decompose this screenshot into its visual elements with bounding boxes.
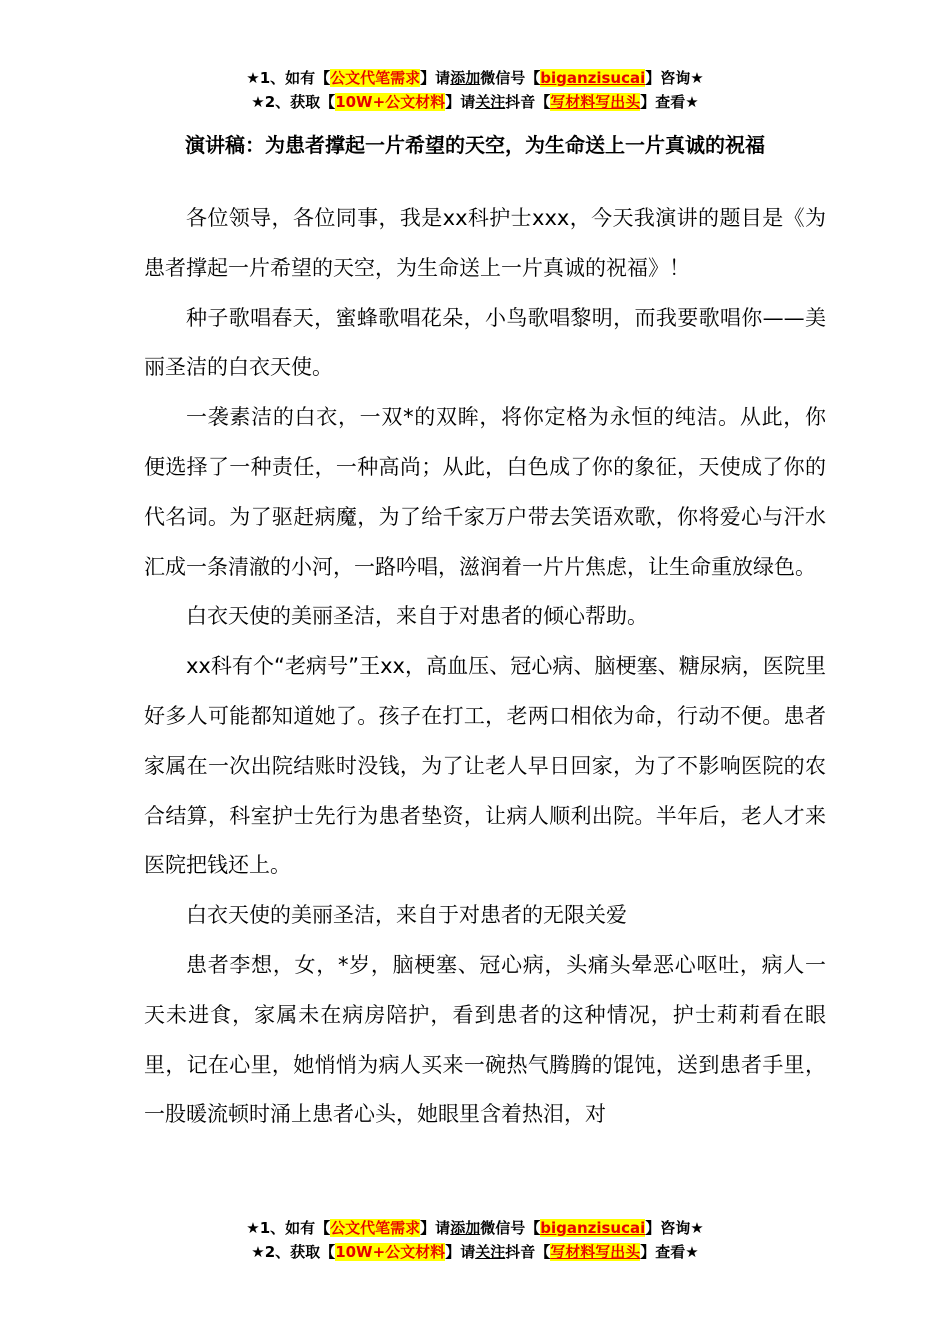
promo-banner-bottom [0,1216,950,1264]
promo-line-1 [0,1216,950,1240]
document-body [144,194,826,1140]
promo-text: 】查看★ [640,1243,699,1261]
douyin-id-highlight: 写材料写出头 [550,93,641,111]
promo-text: 】咨询★ [645,1219,704,1237]
promo-text: 抖音【 [505,93,551,111]
promo-text: 微信号【 [480,69,541,87]
document-title: 演讲稿：为患者撑起一片希望的天空，为生命送上一片真诚的祝福 [185,133,765,157]
promo-text: 】咨询★ [645,69,704,87]
wechat-id-highlight: biganzisucai [540,69,646,87]
paragraph-2: 种子歌唱春天，蜜蜂歌唱花朵，小鸟歌唱黎明，而我要歌唱你——美丽圣洁的白衣天使。 [144,305,826,380]
paragraph-1: 各位领导，各位同事，我是xx科护士xxx，今天我演讲的题目是《为患者撑起一片希望的天空，为生命送上一片真诚的祝福》！ [144,206,826,280]
promo-line-1 [0,66,950,90]
promo-underlined: 关注 [475,1243,506,1261]
wechat-id-highlight: biganzisucai [540,1219,646,1237]
paragraph-3: 一袭素洁的白衣，一双*的双眸，将你定格为永恒的纯洁。从此，你便选择了一种责任，一种高尚；从此，白色成了你的象征，天使成了你的代名词。为了驱赶病魔，为了给千家万户带去笑语欢歌，你将爱心与汗水汇成一条清澈的小河，一路吟唱，滋润着一片片焦虑，让生命重放绿色。 [144,405,826,579]
paragraph-5: xx科有个“老病号”王xx，高血压、冠心病、脑梗塞、糖尿病，医院里好多人可能都知道她了。孩子在打工，老两口相依为命，行动不便。患者家属在一次出院结账时没钱，为了让老人早日回家，为了不影响医院的农合结算，科室护士先行为患者垫资，让病人顺利出院。半年后，老人才来医院把钱还上。 [144,654,826,878]
paragraph-7: 患者李想，女，*岁，脑梗塞、冠心病，头痛头晕恶心呕吐，病人一天未进食，家属未在病房陪护，看到患者的这种情况，护士莉莉看在眼里，记在心里，她悄悄为病人买来一碗热气腾腾的馄饨，送到患者手里，一股暖流顿时涌上患者心头，她眼里含着热泪，对 [144,952,826,1127]
promo-text: ★2、获取【 [251,93,336,111]
promo-highlight: 10W+公文材料 [335,1243,446,1261]
promo-underlined: 关注 [475,93,506,111]
promo-text: ★2、获取【 [251,1243,336,1261]
promo-text: 微信号【 [480,1219,541,1237]
promo-highlight: 公文代笔需求 [330,1219,421,1237]
promo-text: 抖音【 [505,1243,551,1261]
paragraph-6: 白衣天使的美丽圣洁，来自于对患者的无限关爱 [186,903,627,928]
promo-text: 】查看★ [640,93,699,111]
promo-highlight: 10W+公文材料 [335,93,446,111]
promo-text: ★1、如有【 [246,1219,331,1237]
promo-underlined: 添加 [450,69,481,87]
promo-text: 】请 [445,1243,476,1261]
douyin-id-highlight: 写材料写出头 [550,1243,641,1261]
promo-text: 】请 [445,93,476,111]
promo-line-2 [0,90,950,114]
promo-text: 】请 [420,69,451,87]
promo-underlined: 添加 [450,1219,481,1237]
promo-banner-top [0,66,950,114]
promo-text: 】请 [420,1219,451,1237]
promo-line-2 [0,1240,950,1264]
promo-highlight: 公文代笔需求 [330,69,421,87]
paragraph-4: 白衣天使的美丽圣洁，来自于对患者的倾心帮助。 [186,604,648,629]
promo-text: ★1、如有【 [246,69,331,87]
